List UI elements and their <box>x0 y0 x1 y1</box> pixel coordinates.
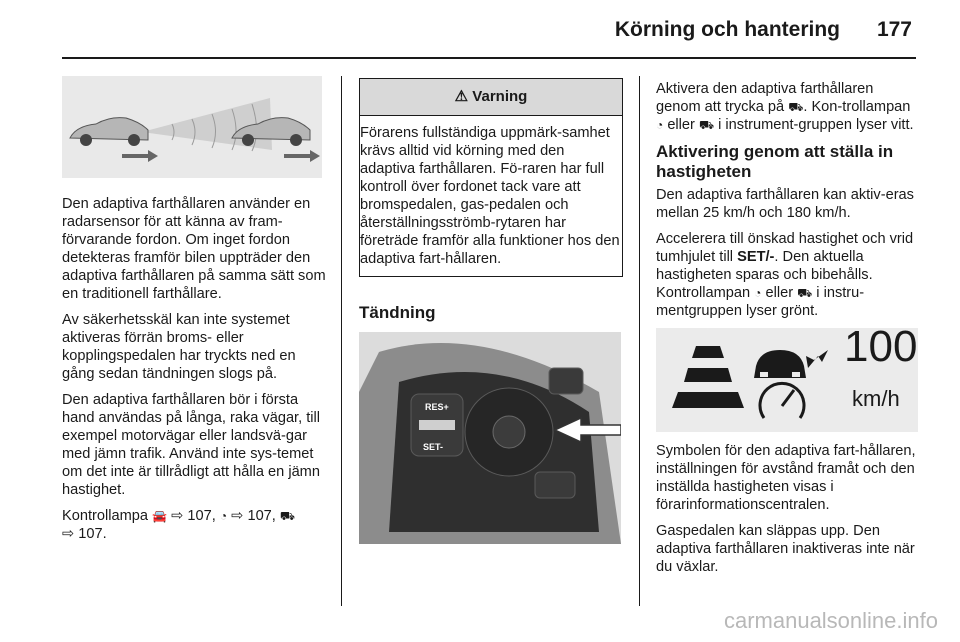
crossref-paragraph <box>62 507 330 543</box>
paragraph <box>656 230 918 320</box>
text-run: . Den aktuella hastigheten sparas och bibehålls. Kontrollampan <box>656 249 873 301</box>
adaptive-cruise-icon: ⛟ <box>279 509 296 523</box>
page-ref[interactable]: 107. <box>78 526 107 542</box>
paragraph: Symbolen för den adaptiva fart-hållaren, inställningen för avstånd framåt och den inställda hastigheten visas i förarinformationscentralen. <box>656 443 916 513</box>
adaptive-cruise-icon: ⛟ <box>788 100 804 114</box>
text-run: Aktivera den adaptiva farthållaren genom att trycka på <box>656 81 874 115</box>
steering-wheel-photo <box>359 332 621 544</box>
text-run: Accelerera till önskad hastighet och vrid tumhjulet till <box>656 231 914 265</box>
header-rule <box>62 57 916 59</box>
page-ref-arrow-icon: ⇨ <box>171 508 184 524</box>
paragraph: Den adaptiva farthållaren använder en radarsensor för att känna av fram-förvarande fordon. Om inget fordon detekteras framför bilen uppträder den adaptiva farthållaren på samma sätt som en traditionell farthållare. <box>62 196 326 302</box>
warning-header <box>360 79 622 116</box>
crossref-label: Kontrollampa <box>62 508 148 524</box>
text-run: i instru-mentgruppen lyser grönt. <box>656 285 865 319</box>
display-illustration <box>656 322 918 432</box>
adaptive-cruise-icon: ⛟ <box>797 286 813 300</box>
subsection-title: Aktivering genom att ställa in hastigheten <box>656 142 894 181</box>
warning-title: Varning <box>472 88 528 105</box>
set-label: SET/- <box>737 249 775 265</box>
warning-icon: ⚠ <box>454 88 469 105</box>
paragraph: Den adaptiva farthållaren kan aktiv-eras mellan 25 km/h och 180 km/h. <box>656 187 914 221</box>
cruise-indicator-icon: ◔ <box>754 286 762 300</box>
res-button-label: RES+ <box>425 402 449 412</box>
warning-box <box>359 78 623 277</box>
text-run: eller <box>667 117 695 133</box>
page-ref[interactable]: 107, <box>187 508 216 524</box>
column-1 <box>62 195 330 551</box>
header-title: Körning och hantering <box>614 18 840 41</box>
set-speed-unit: km/h <box>852 386 900 411</box>
warning-body: Förarens fullständiga uppmärk-samhet krävs alltid vid körning med den adaptiva farthållaren. Fö-raren har full kontroll över fordonet tack vare att bromspedalen, gas-pedalen och återställningsströmb-rytaren har företräde framför alla funktioner hos den adaptiva fart-hållaren. <box>360 125 620 267</box>
page-ref-arrow-icon: ⇨ <box>62 526 75 542</box>
page-number: 177 <box>876 18 912 41</box>
cruise-indicator-icon: ◔ <box>656 118 664 132</box>
adaptive-cruise-icon: ⛟ <box>698 118 715 132</box>
set-button-label: SET- <box>423 442 444 452</box>
text-run: . Kon-trollampan <box>803 99 911 115</box>
set-speed-value: 100 <box>844 322 918 371</box>
paragraph: Gaspedalen kan släppas upp. Den adaptiva farthållaren inaktiveras inte när du växlar. <box>656 523 915 575</box>
paragraph: Den adaptiva farthållaren bör i första hand användas på långa, raka vägar, till exempel motorvägar eller landsvä-gar med jämn trafik. Använd inte sys-temet om det inte är tillrådligt att hålla en jämn hastighet. <box>62 392 321 498</box>
page-ref[interactable]: 107, <box>247 508 276 524</box>
watermark: carmanualsonline.info <box>723 608 938 633</box>
column-divider-2 <box>639 76 640 606</box>
car-icon: 🚘 <box>152 509 168 523</box>
text-run: eller <box>765 285 794 301</box>
text-run: i instrument-gruppen lyser vitt. <box>718 117 914 133</box>
section-title: Tändning <box>359 303 436 322</box>
paragraph <box>656 80 918 134</box>
paragraph: Av säkerhetsskäl kan inte systemet aktiveras förrän broms- eller kopplingspedalen har tryckts ned en gång sedan tändningen slogs på. <box>62 312 296 382</box>
cruise-indicator-icon: ◔ <box>219 509 228 523</box>
radar-illustration <box>62 76 322 178</box>
column-divider-1 <box>341 76 342 606</box>
column-3 <box>656 80 918 584</box>
page-ref-arrow-icon: ⇨ <box>231 508 244 524</box>
